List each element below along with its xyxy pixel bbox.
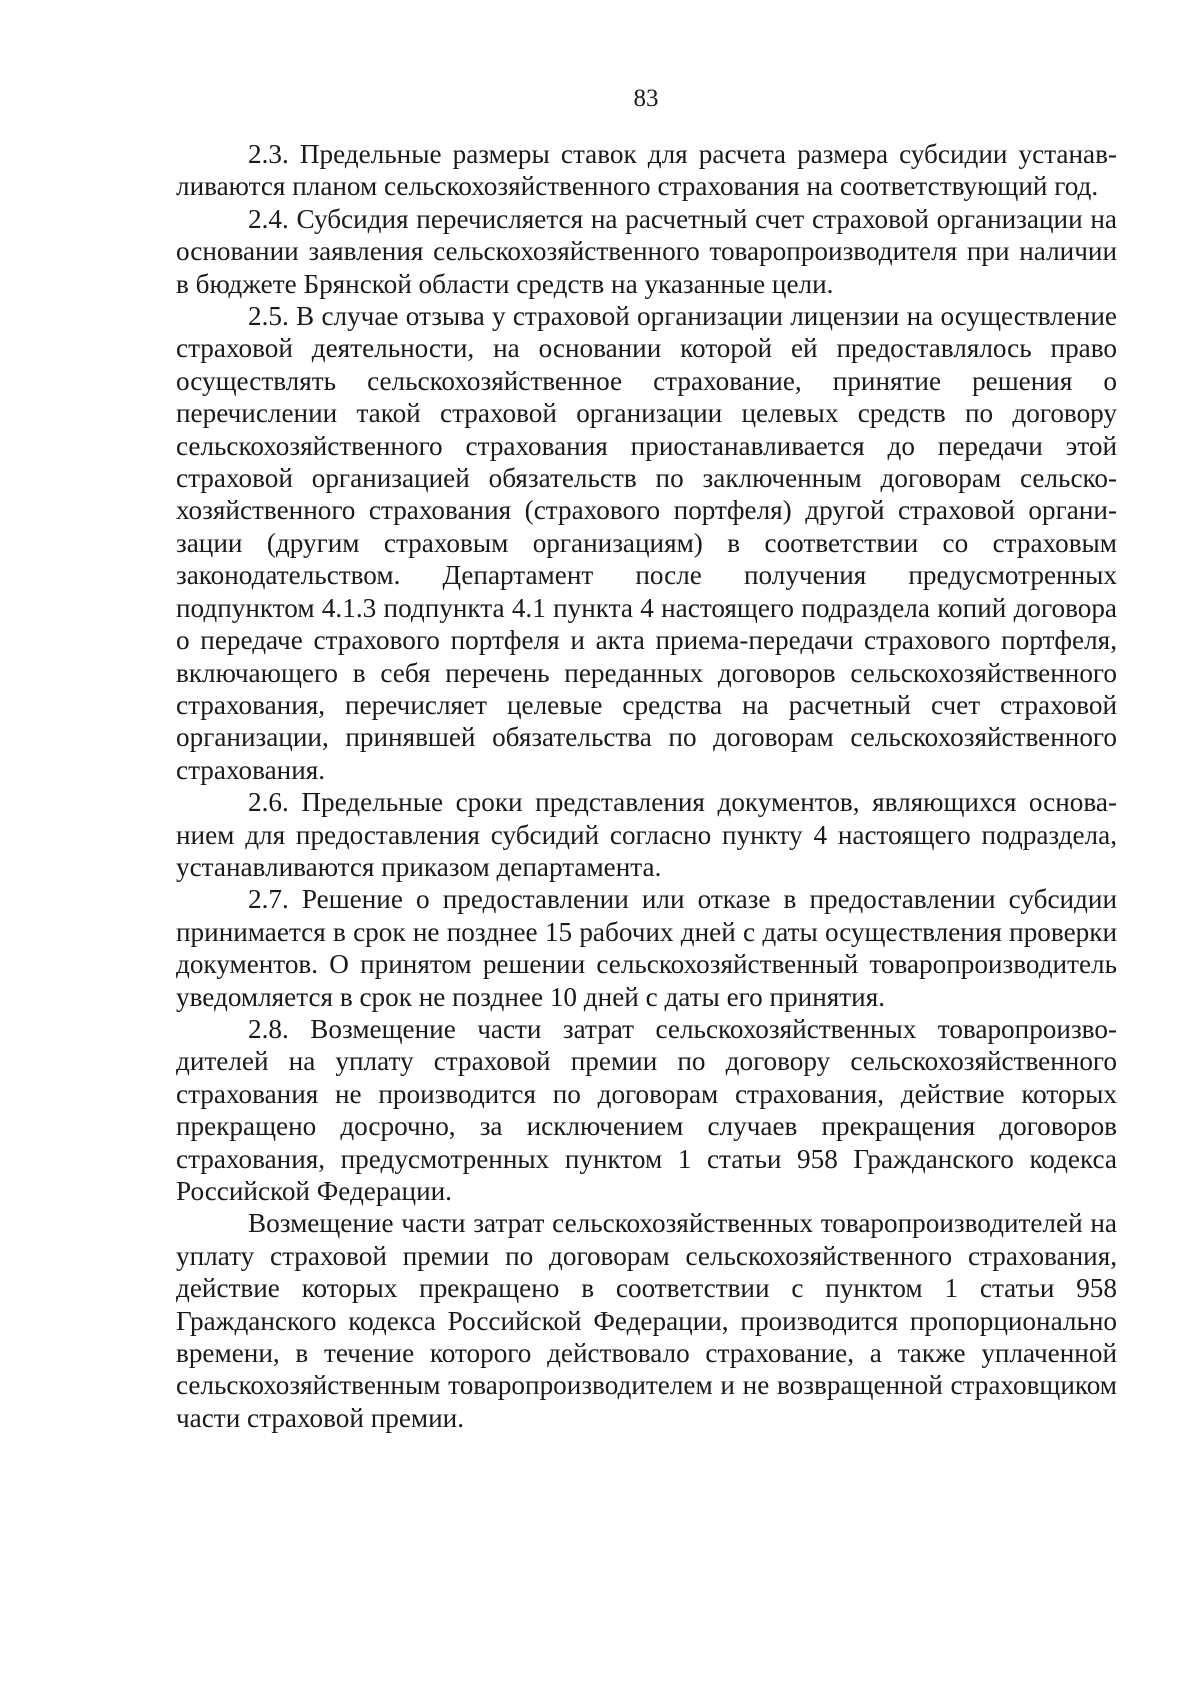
paragraph-2-7: 2.7. Решение о предоставлении или отказе в предоставлении субсидии принимается в срок не позднее 15 рабочих дней с даты осуществления проверки документов. О принятом решении сельскохозяйственный товаропроизводитель уведомляется в срок не позднее 10 дней с даты его принятия.	[176, 884, 1117, 1012]
document-body	[176, 138, 1117, 1434]
page-number: 83	[633, 85, 659, 112]
paragraph-2-5: 2.5. В случае отзыва у страховой организации лицензии на осуществление страховой деятельности, на основании которой ей предоставлялось право осуществлять сельскохозяйственное страхование, принятие решения о перечислении такой страховой организации целевых средств по договору сельскохозяйственного страхования приостанавливается до передачи этой страховой организацией обязательств по заключенным договорам сельскохозяйственного страхования (страхового портфеля) другой страховой организации (другим страховым организациям) в соответствии со страховым законодательством. Департамент после получения предусмотренных подпунктом 4.1.3 подпункта 4.1 пункта 4 настоящего подраздела копий договора о передаче страхового портфеля и акта приема-передачи страхового портфеля, включающего в себя перечень переданных договоров сельскохозяйственного страхования, перечисляет целевые средства на расчетный счет страховой организации, принявшей обязательства по договорам сельскохозяйственного страхования.	[176, 301, 1117, 785]
paragraph-2-8: 2.8. Возмещение части затрат сельскохозяйственных товаропроизводителей на уплату страховой премии по договору сельскохозяйственного страхования не производится по договорам страхования, действие которых прекращено досрочно, за исключением случаев прекращения договоров страхования, предусмотренных пунктом 1 статьи 958 Гражданского кодекса Российской Федерации.	[176, 1013, 1117, 1206]
paragraph-2-4: 2.4. Субсидия перечисляется на расчетный счет страховой организации на основании заявления сельскохозяйственного товаропроизводителя при наличии в бюджете Брянской области средств на указанные цели.	[176, 203, 1117, 299]
paragraph-2-3: 2.3. Предельные размеры ставок для расчета размера субсидии устанавливаются планом сельскохозяйственного страхования на соответствующий год.	[176, 139, 1117, 202]
paragraph-2-8-continuation: Возмещение части затрат сельскохозяйственных товаропроизводителей на уплату страховой премии по договорам сельскохозяйственного страхования, действие которых прекращено в соответствии с пунктом 1 статьи 958 Гражданского кодекса Российской Федерации, производится пропорционально времени, в течение которого действовало страхование, а также уплаченной сельскохозяйственным товаропроизводителем и не возвращенной страховщиком части страховой премии.	[176, 1208, 1117, 1433]
paragraph-2-6: 2.6. Предельные сроки представления документов, являющихся основанием для предоставления субсидий согласно пункту 4 настоящего подраздела, устанавливаются приказом департамента.	[176, 787, 1117, 882]
